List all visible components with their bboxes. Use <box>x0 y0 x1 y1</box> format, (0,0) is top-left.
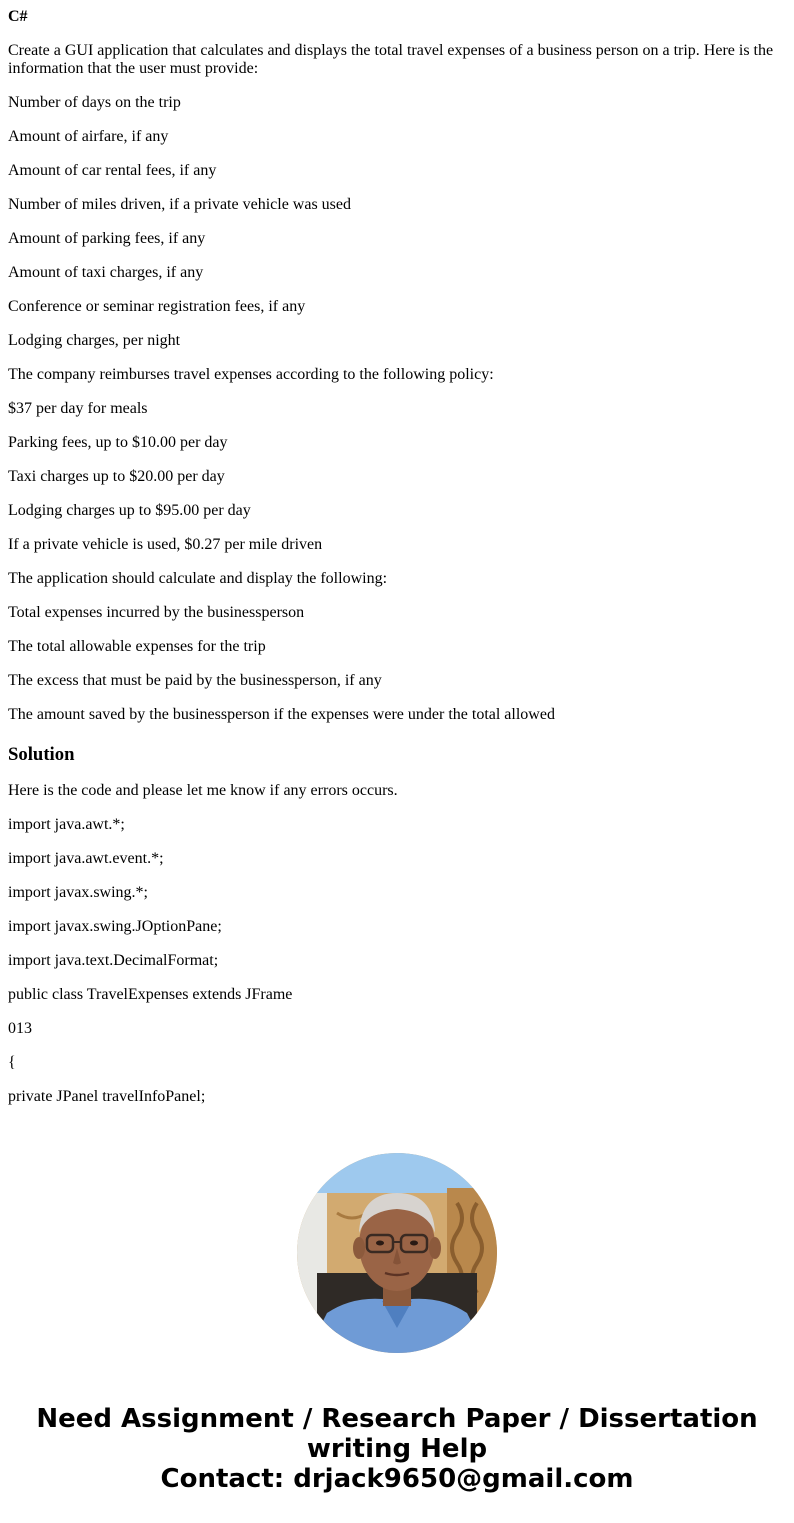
code-line: import java.awt.event.*; <box>8 850 164 867</box>
input-item: Amount of airfare, if any <box>8 128 169 145</box>
code-line: private JPanel travelInfoPanel; <box>8 1088 206 1105</box>
input-item: Amount of parking fees, if any <box>8 230 206 247</box>
input-item: Amount of taxi charges, if any <box>8 264 204 281</box>
policy-item: If a private vehicle is used, $0.27 per mile driven <box>8 536 323 553</box>
policy-item: Parking fees, up to $10.00 per day <box>8 434 228 451</box>
question-intro: Create a GUI application that calculates and displays the total travel expenses of a business person on a trip. Here is the information that the user must provide: <box>8 42 774 77</box>
code-line: import javax.swing.*; <box>8 884 148 901</box>
policy-item: Taxi charges up to $20.00 per day <box>8 468 225 485</box>
policy-item: $37 per day for meals <box>8 400 148 417</box>
promo-line-1: Need Assignment / Research Paper / Dissertation <box>36 1404 758 1434</box>
code-line: public class TravelExpenses extends JFrame <box>8 986 293 1003</box>
code-line: 013 <box>8 1020 32 1037</box>
output-item: The excess that must be paid by the businessperson, if any <box>8 672 382 689</box>
output-item: The amount saved by the businessperson if the expenses were under the total allowed <box>8 706 555 723</box>
output-item: Total expenses incurred by the businessperson <box>8 604 305 621</box>
code-line: { <box>8 1054 16 1071</box>
input-item: Number of miles driven, if a private vehicle was used <box>8 196 351 213</box>
document <box>8 8 786 1122</box>
input-item: Lodging charges, per night <box>8 332 181 349</box>
solution-heading: Solution <box>8 744 75 765</box>
promo-line-2: writing Help <box>306 1434 488 1464</box>
code-line: import java.text.DecimalFormat; <box>8 952 219 969</box>
promo-line-3: Contact: drjack9650@gmail.com <box>160 1464 634 1494</box>
question-title: C# <box>8 8 28 25</box>
promo-banner <box>0 1404 794 1494</box>
output-item: The total allowable expenses for the trip <box>8 638 266 655</box>
code-line: import java.awt.*; <box>8 816 125 833</box>
input-item: Conference or seminar registration fees, if any <box>8 298 306 315</box>
input-item: Number of days on the trip <box>8 94 181 111</box>
policy-intro: The company reimburses travel expenses according to the following policy: <box>8 366 494 383</box>
code-line: import javax.swing.JOptionPane; <box>8 918 222 935</box>
solution-intro: Here is the code and please let me know if any errors occurs. <box>8 782 398 799</box>
author-photo <box>297 1153 497 1353</box>
input-item: Amount of car rental fees, if any <box>8 162 217 179</box>
portrait-image <box>297 1153 497 1353</box>
policy-item: Lodging charges up to $95.00 per day <box>8 502 251 519</box>
outputs-intro: The application should calculate and display the following: <box>8 570 388 587</box>
